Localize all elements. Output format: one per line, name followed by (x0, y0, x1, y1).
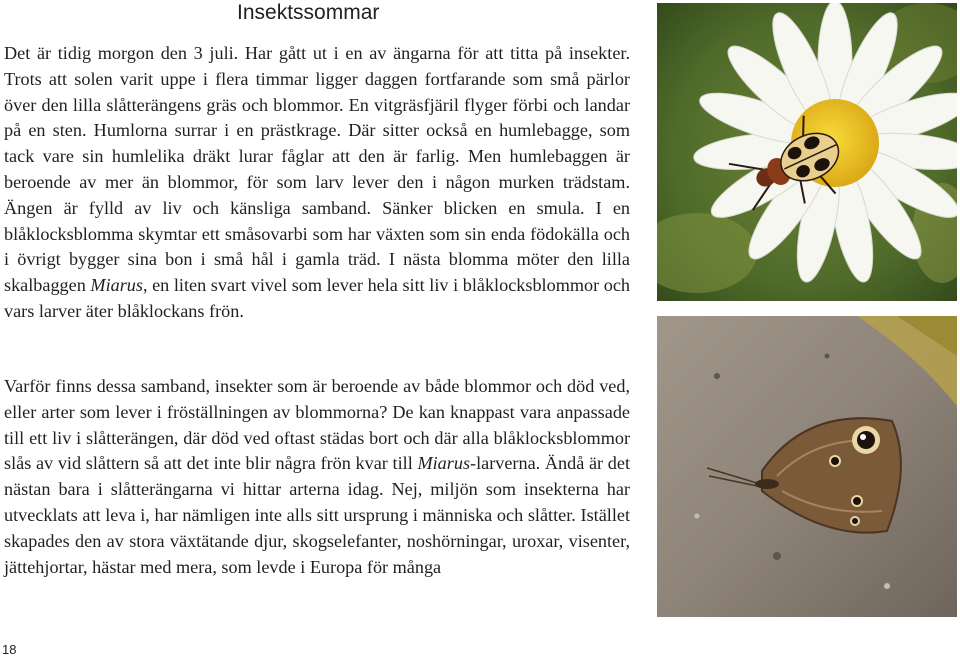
paragraph-1-text-b: , en liten svart vivel som lever hela sitt liv i blåklocksblommor och vars larver äter blåklockans frön. (4, 275, 630, 321)
paragraph-morning-meadow (4, 41, 630, 325)
photo-beetle-on-daisy (657, 3, 957, 301)
paragraph-why-connections (4, 374, 630, 580)
paragraph-1-text-a: Det är tidig morgon den 3 juli. Har gått ut i en av ängarna för att titta på insekter. Trots att solen varit uppe i flera timmar ligger daggen fortfarande som små pärlor över den lilla slåtterängens gräs och blommor. En vitgräsfjäril flyger förbi och landar på en sten. Humlorna surrar i en prästkrage. Där sitter också en humlebagge, som tack vare sin humlelika dräkt lurar fåglar att den är farlig. Men humlebaggen är beroende av mer än blommor, för som larv lever den i någon murken trädstam. Ängen är fylld av liv och känsliga samband. Sänker blicken en smula. I en blåklocksblomma skymtar ett småsovarbi som har växten som sin enda födokälla och i övrigt bygger sina bon i små hål i gamla träd. I nästa blomma möter den lilla skalbaggen (4, 43, 630, 296)
genus-miarus-2: Miarus (417, 453, 471, 474)
daisy-beetle-illustration (657, 3, 957, 301)
butterfly-rock-illustration (657, 316, 957, 617)
page-number: 18 (2, 642, 17, 657)
photo-butterfly-on-rock (657, 316, 957, 617)
genus-miarus: Miarus (90, 275, 143, 296)
paragraph-2-text-a: Varför finns dessa samband, insekter som är beroende av både blommor och död ved, eller arter som lever i fröställningen av blommorna? De kan knappast vara anpassade till ett liv i slåtterängen, där död ved oftast städas bort och där alla blåklocksblommor slås av vid slåttern så att det inte blir några frön kvar till (4, 376, 630, 474)
paragraph-2-text-b: -larverna. Ändå är det nästan bara i slåtterängarna vi hittar arterna idag. Nej, miljön som insekterna har utvecklats att leva i, har nämligen inte alls sitt ursprung i människa och slåtter. Istället skapades den av stora växtätande djur, skogselefanter, noshörningar, uroxar, visenter, jättehjortar, hästar med mera, som levde i Europa för många (4, 453, 630, 577)
page-title: Insektssommar (237, 1, 380, 24)
